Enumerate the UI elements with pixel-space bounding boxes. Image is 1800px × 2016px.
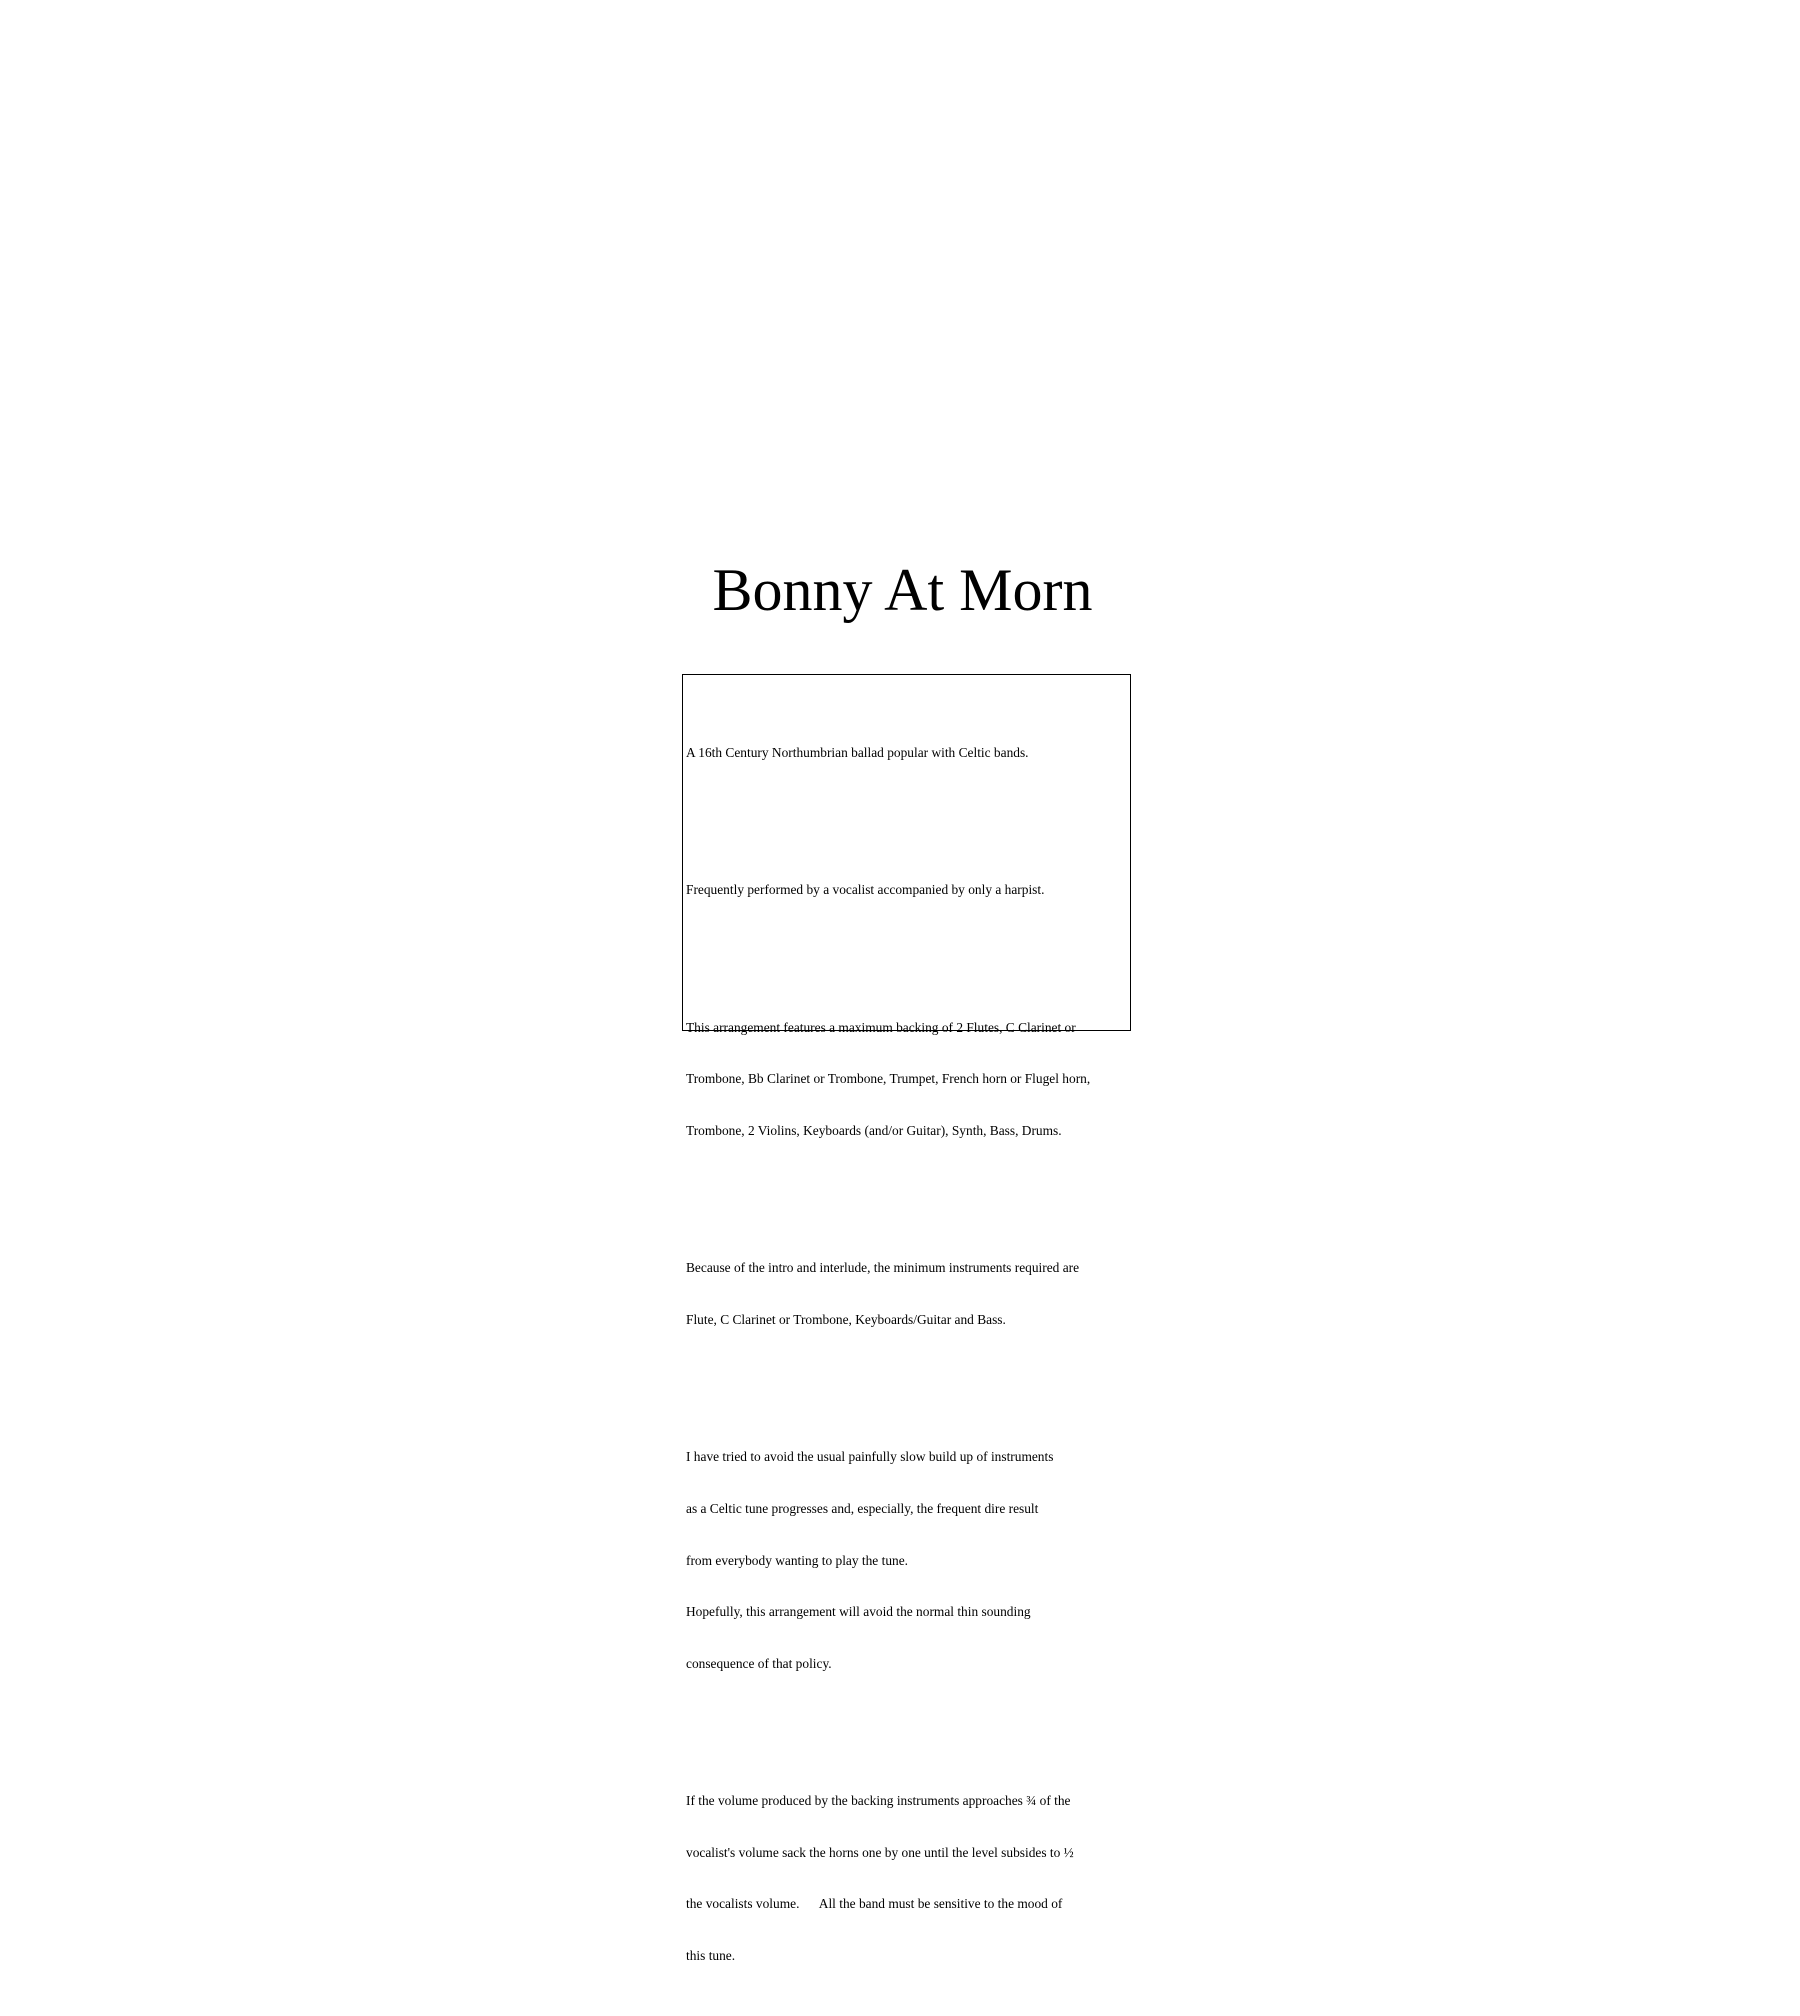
notes-line: This arrangement features a maximum backing of 2 Flutes, C Clarinet or [686, 1019, 1076, 1035]
notes-line: the vocalists volume. All the band must be sensitive to the mood of [686, 1896, 1063, 1912]
notes-line: Because of the intro and interlude, the minimum instruments required are [686, 1260, 1080, 1276]
page-title: Bonny At Morn [712, 557, 1093, 623]
notes-line: A 16th Century Northumbrian ballad popular with Celtic bands. [686, 744, 1029, 760]
notes-paragraph-2 [686, 847, 1130, 933]
notes-line: Trombone, 2 Violins, Keyboards (and/or Guitar), Synth, Bass, Drums. [686, 1122, 1062, 1138]
notes-line: Hopefully, this arrangement will avoid the normal thin sounding [686, 1604, 1031, 1620]
arrangement-notes-box [682, 674, 1131, 1964]
notes-line: vocalist's volume sack the horns one by one until the level subsides to ½ [686, 1844, 1074, 1860]
notes-line: If the volume produced by the backing instruments approaches ¾ of the [686, 1793, 1071, 1809]
notes-line: this tune. [686, 1948, 736, 1964]
notes-line: Trombone, Bb Clarinet or Trombone, Trumpet, French horn or Flugel horn, [686, 1071, 1091, 1087]
notes-line: Frequently performed by a vocalist accompanied by only a harpist. [686, 882, 1045, 898]
notes-paragraph-1 [686, 709, 1130, 795]
notes-line: Flute, C Clarinet or Trombone, Keyboards/Guitar and Bass. [686, 1311, 1006, 1327]
notes-line: consequence of that policy. [686, 1655, 832, 1671]
notes-line: I have tried to avoid the usual painfully slow build up of instruments [686, 1449, 1054, 1465]
notes-line: from everybody wanting to play the tune. [686, 1552, 909, 1568]
notes-paragraph-3 [686, 984, 1130, 1173]
notes-paragraph-5 [686, 1414, 1130, 1706]
notes-paragraph-6 [686, 1758, 1130, 1999]
notes-paragraph-4 [686, 1225, 1130, 1363]
notes-line: as a Celtic tune progresses and, especially, the frequent dire result [686, 1500, 1039, 1516]
